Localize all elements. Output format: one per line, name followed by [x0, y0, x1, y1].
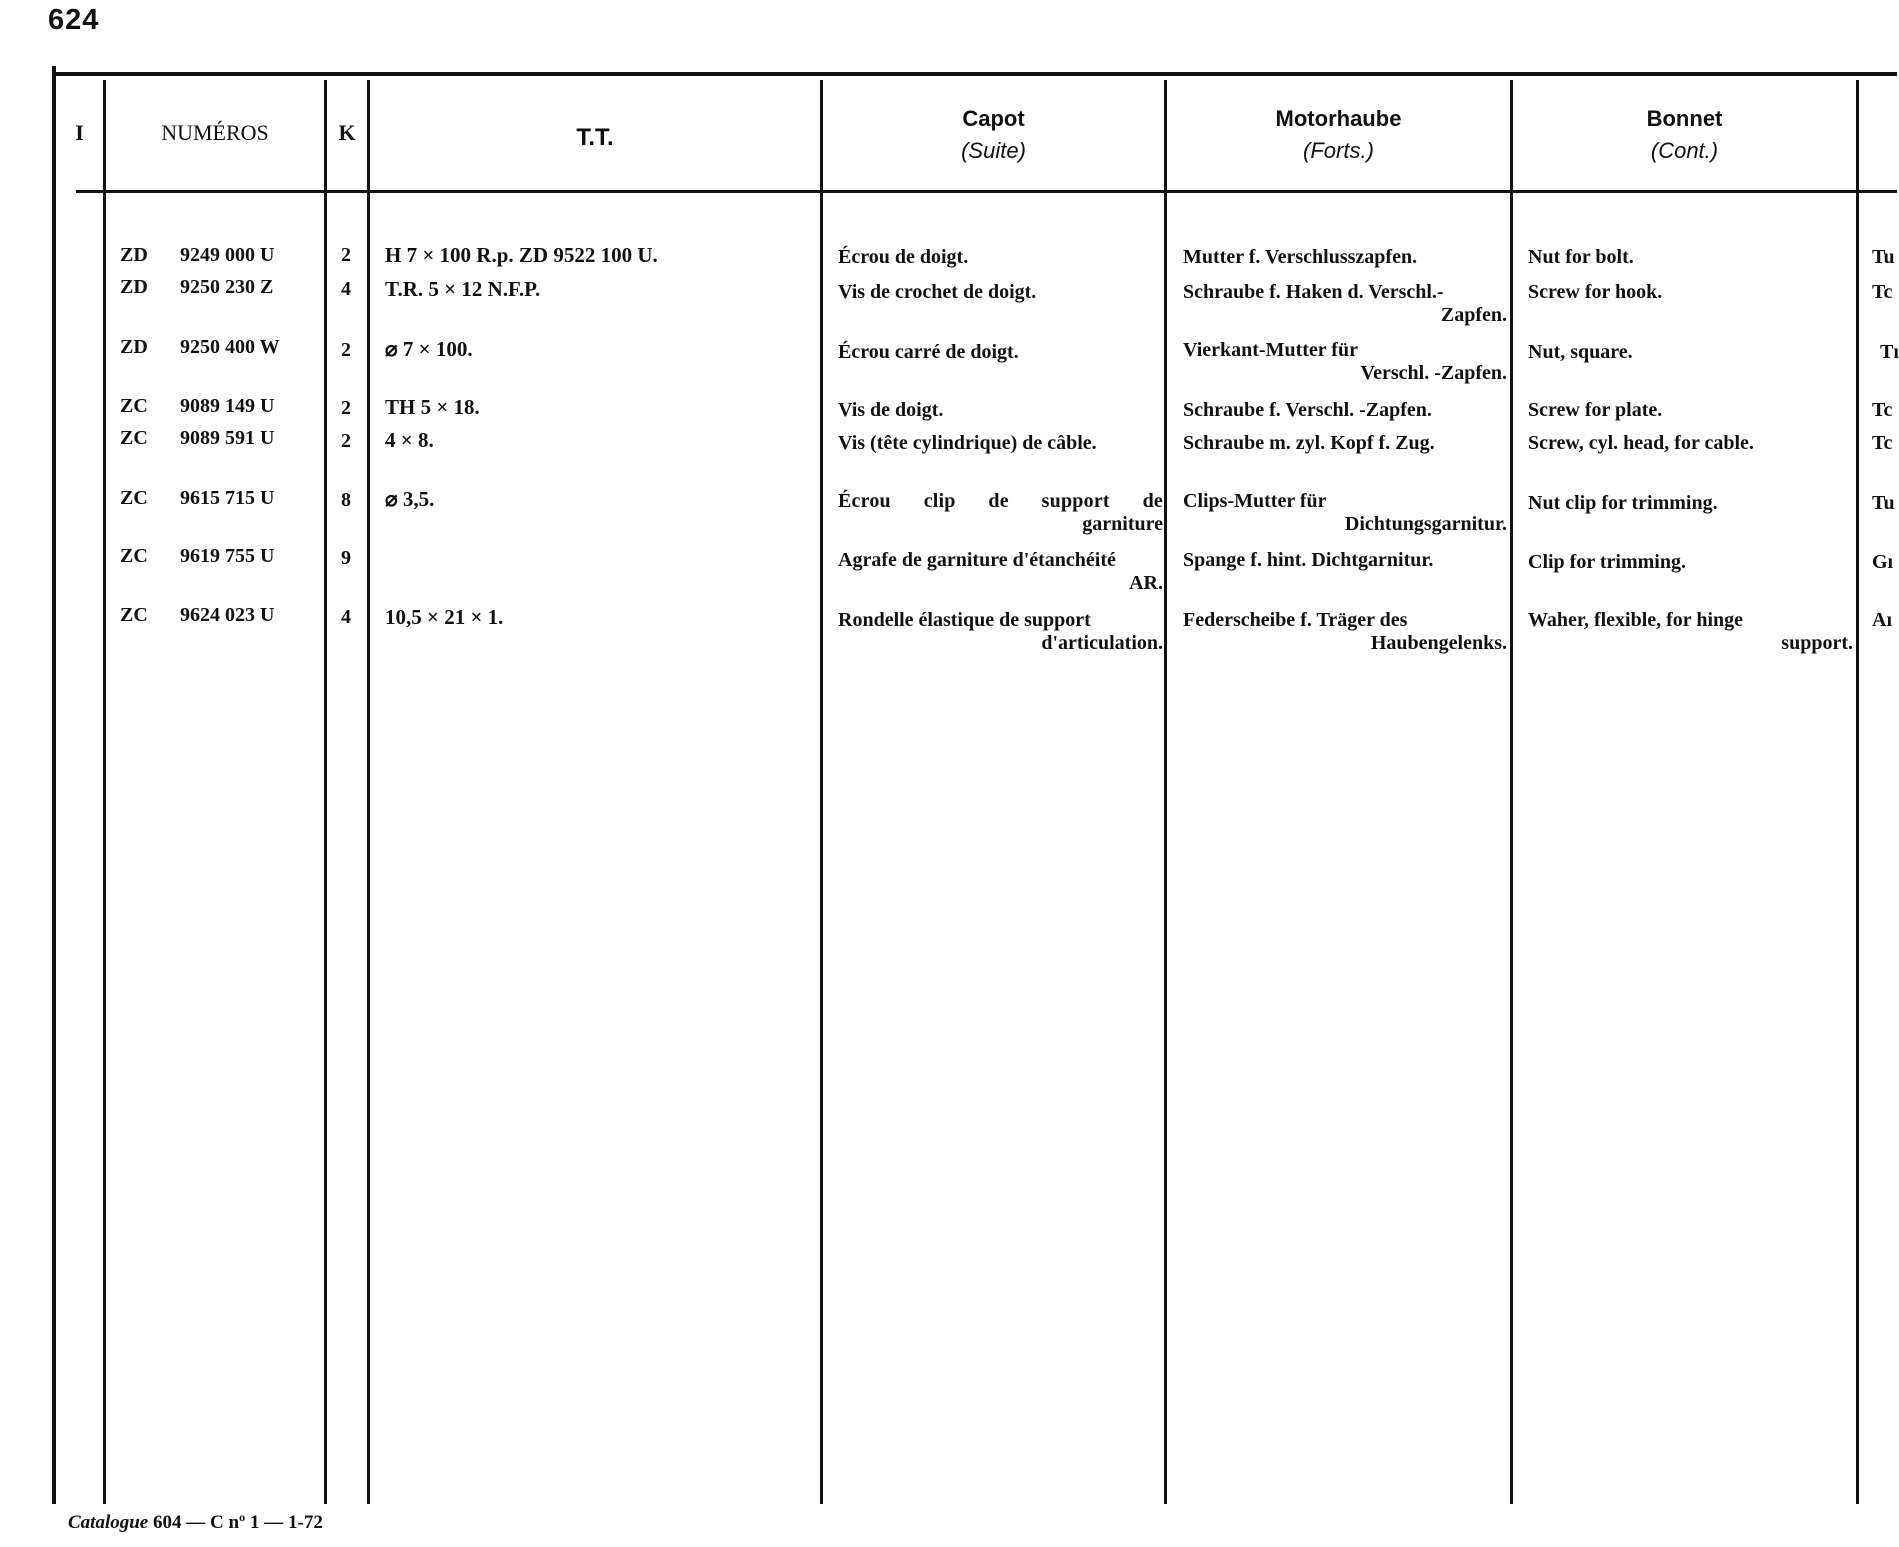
part-quantity: 9: [341, 547, 351, 569]
header-german-subtitle: (Forts.): [1303, 138, 1374, 163]
header-k: K: [338, 120, 356, 145]
part-description-en: [1528, 432, 1853, 455]
header-english: [1513, 106, 1856, 164]
description-line: Screw, cyl. head, for cable.: [1528, 432, 1754, 454]
part-description-fr: [838, 281, 1163, 304]
part-quantity: 4: [341, 278, 351, 300]
part-prefix: ZC: [120, 604, 148, 626]
description-line: Écrou clip de support de: [838, 490, 1163, 512]
catalogue-footer: [68, 1512, 323, 1534]
part-number: 9615 715 U: [180, 487, 275, 509]
description-line: Nut for bolt.: [1528, 246, 1634, 268]
description-line: Clip for trimming.: [1528, 551, 1686, 573]
description-line: Vis de crochet de doigt.: [838, 281, 1037, 303]
part-quantity: 2: [341, 339, 351, 361]
description-line: Screw for hook.: [1528, 281, 1663, 303]
description-line: Vis (tête cylindrique) de câble.: [838, 432, 1097, 454]
part-description-de: [1183, 432, 1507, 455]
part-spec: T.R. 5 × 12 N.F.P.: [385, 277, 541, 301]
header-index: I: [75, 120, 84, 145]
part-description-it: Tu: [1872, 246, 1895, 268]
description-continuation: [838, 513, 1163, 536]
description-line: Nut, square.: [1528, 341, 1633, 363]
column-divider: [367, 80, 370, 1504]
catalogue-reference: 604 — C nº 1 — 1-72: [152, 1512, 323, 1533]
part-description-it: Tu: [1872, 492, 1895, 514]
part-description-en: [1528, 492, 1853, 515]
page-number: 624: [48, 4, 100, 36]
description-line: Rondelle élastique de support: [838, 609, 1091, 631]
header-german-title: Motorhaube: [1275, 106, 1402, 131]
header-numeros: NUMÉROS: [161, 120, 269, 145]
part-number: 9250 400 W: [180, 336, 280, 358]
column-divider: [103, 80, 106, 1504]
part-spec: ⌀ 7 × 100.: [385, 337, 473, 361]
header-french: [823, 106, 1164, 164]
part-description-en: [1528, 551, 1853, 574]
part-number: 9624 023 U: [180, 604, 275, 626]
header-english-title: Bonnet: [1646, 106, 1723, 131]
description-line: Écrou carré de doigt.: [838, 341, 1019, 363]
part-quantity: 8: [341, 489, 351, 511]
part-description-en: [1528, 399, 1853, 422]
part-prefix: ZC: [120, 545, 148, 567]
part-description-en: [1528, 246, 1853, 269]
part-description-fr: [838, 609, 1163, 655]
header-french-subtitle: (Suite): [961, 138, 1026, 163]
part-spec: 4 × 8.: [385, 428, 434, 452]
part-description-it: Aı: [1872, 609, 1892, 631]
part-spec: ⌀ 3,5.: [385, 487, 435, 511]
part-description-de: [1183, 339, 1507, 385]
column-divider: [820, 80, 823, 1504]
column-divider: [1856, 80, 1859, 1504]
part-spec: TH 5 × 18.: [385, 395, 480, 419]
description-line: Schraube m. zyl. Kopf f. Zug.: [1183, 432, 1435, 454]
description-continuation: Haubengelenks.: [1370, 632, 1507, 654]
part-description-it: Tc: [1872, 399, 1893, 421]
part-description-fr: [838, 246, 1163, 269]
column-divider: [324, 80, 327, 1504]
part-description-fr: [838, 432, 1163, 455]
header-german: [1167, 106, 1510, 164]
header-french-title: Capot: [962, 106, 1025, 131]
part-description-de: [1183, 549, 1507, 572]
part-number: 9250 230 Z: [180, 276, 274, 298]
column-divider: [1164, 80, 1167, 1504]
header-english-subtitle: (Cont.): [1650, 138, 1719, 163]
table-top-rule: [52, 72, 1897, 76]
part-prefix: ZD: [120, 276, 148, 298]
part-number: 9619 755 U: [180, 545, 275, 567]
description-continuation: Dichtungsgarnitur.: [1344, 513, 1507, 535]
description-line: Federscheibe f. Träger des: [1183, 609, 1408, 631]
description-line: Agrafe de garniture d'étanchéité: [838, 549, 1116, 571]
part-description-de: [1183, 609, 1507, 655]
part-description-fr: [838, 490, 1163, 513]
description-continuation: Verschl. -Zapfen.: [1360, 362, 1507, 384]
part-description-it: Tc: [1872, 432, 1893, 454]
part-quantity: 2: [341, 244, 351, 266]
part-prefix: ZD: [120, 244, 148, 266]
part-number: 9249 000 U: [180, 244, 275, 266]
description-line: Vierkant-Mutter für: [1183, 339, 1358, 361]
part-spec: 10,5 × 21 × 1.: [385, 605, 504, 629]
catalogue-label: Catalogue: [68, 1512, 149, 1533]
part-description-de: [1183, 399, 1507, 422]
description-line: Schraube f. Verschl. -Zapfen.: [1183, 399, 1432, 421]
part-description-it: Tı: [1880, 341, 1899, 363]
part-description-fr: [838, 341, 1163, 364]
part-description-en: [1528, 341, 1853, 364]
part-number: 9089 149 U: [180, 395, 275, 417]
part-description-de: [1183, 281, 1507, 327]
part-spec: H 7 × 100 R.p. ZD 9522 100 U.: [385, 243, 658, 267]
part-description-en: [1528, 281, 1853, 304]
description-continuation: d'articulation.: [1041, 632, 1163, 654]
header-tt: T.T.: [576, 124, 614, 151]
part-prefix: ZC: [120, 487, 148, 509]
description-continuation: AR.: [1129, 572, 1163, 594]
part-prefix: ZC: [120, 395, 148, 417]
description-line: Schraube f. Haken d. Verschl.-: [1183, 281, 1444, 303]
description-line: Waher, flexible, for hinge: [1528, 609, 1743, 631]
description-continuation: support.: [1781, 632, 1853, 654]
part-description-de: [1183, 246, 1507, 269]
part-description-fr: [838, 549, 1163, 595]
column-divider: [52, 66, 56, 1504]
column-divider: [1510, 80, 1513, 1504]
description-continuation-text: garniture: [1082, 513, 1163, 535]
part-quantity: 2: [341, 397, 351, 419]
description-continuation: Zapfen.: [1440, 304, 1507, 326]
part-description-it: Tc: [1872, 281, 1893, 303]
part-quantity: 2: [341, 430, 351, 452]
description-line: Screw for plate.: [1528, 399, 1663, 421]
part-description-de: [1183, 490, 1507, 536]
description-line: Mutter f. Verschlusszapfen.: [1183, 246, 1418, 268]
description-line: Vis de doigt.: [838, 399, 944, 421]
part-description-it: Gı: [1872, 551, 1894, 573]
part-prefix: ZD: [120, 336, 148, 358]
part-number: 9089 591 U: [180, 427, 275, 449]
part-prefix: ZC: [120, 427, 148, 449]
description-line: Nut clip for trimming.: [1528, 492, 1718, 514]
header-bottom-rule: [76, 190, 1897, 193]
part-quantity: 4: [341, 606, 351, 628]
part-description-fr: [838, 399, 1163, 422]
description-line: Spange f. hint. Dichtgarnitur.: [1183, 549, 1434, 571]
description-line: Écrou de doigt.: [838, 246, 969, 268]
part-description-en: [1528, 609, 1853, 655]
description-line: Clips-Mutter für: [1183, 490, 1327, 512]
